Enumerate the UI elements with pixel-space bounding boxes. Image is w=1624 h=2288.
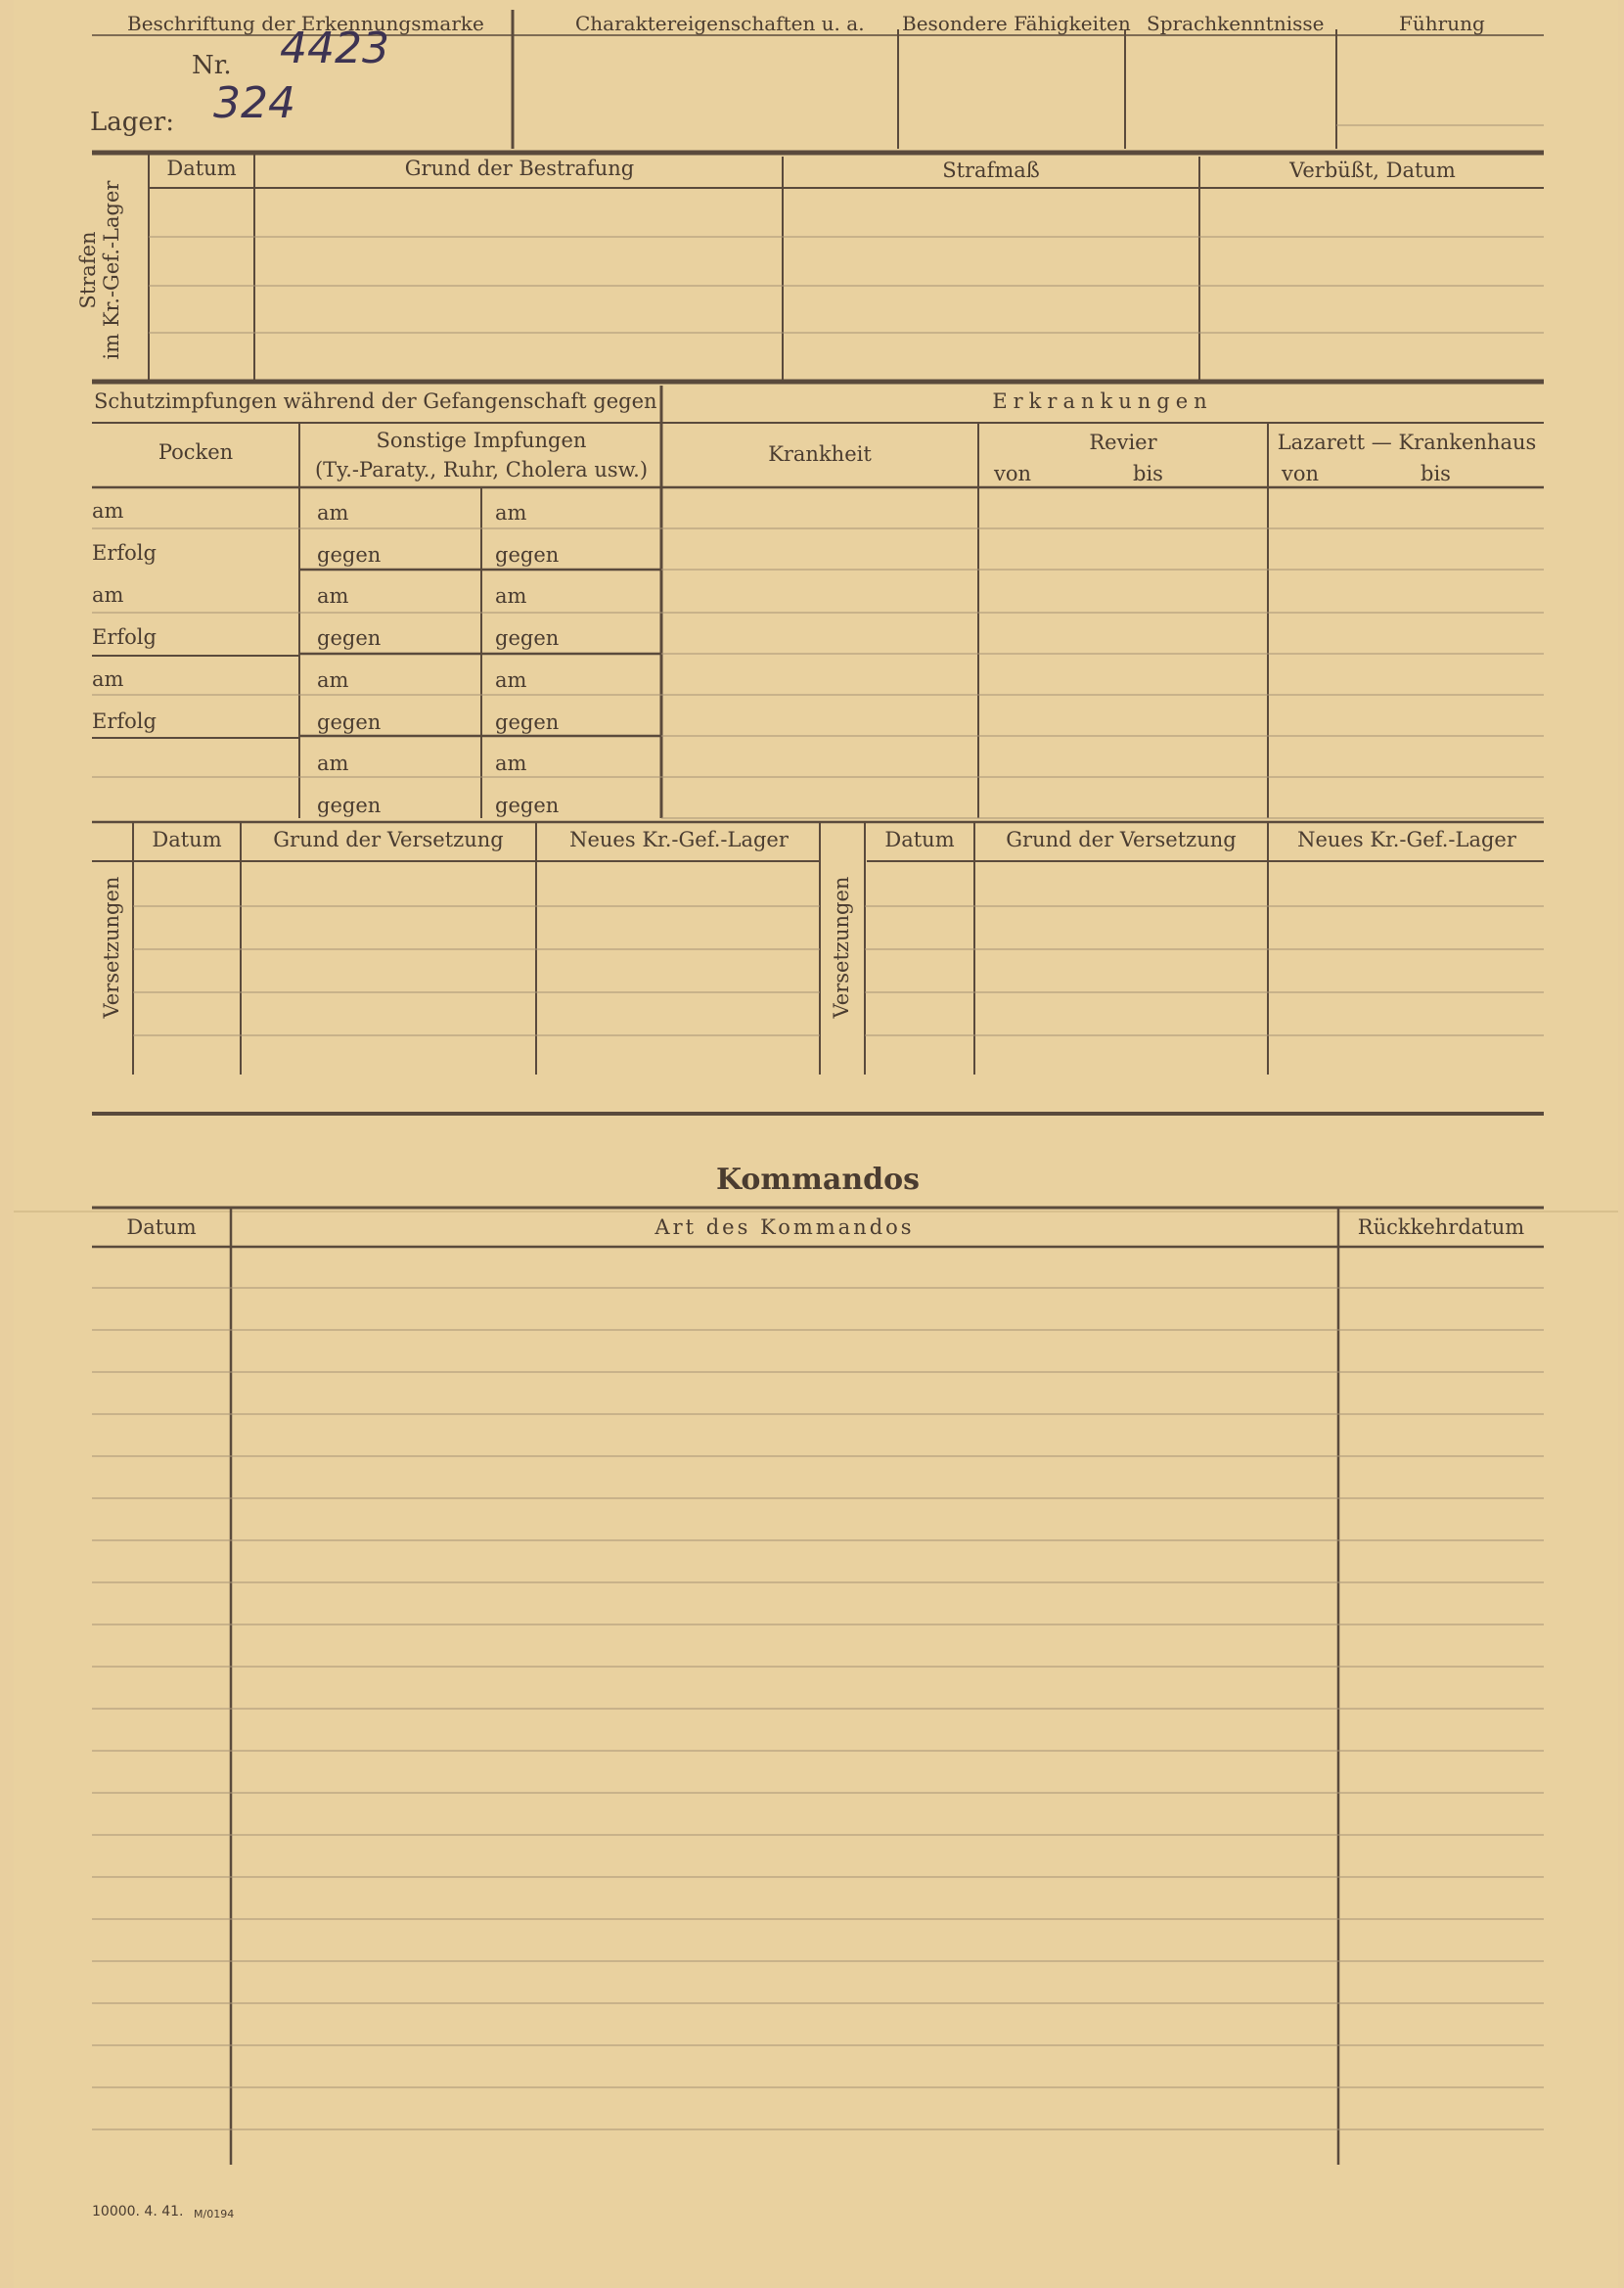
pocken-erfolg-1: Erfolg	[92, 541, 157, 565]
nr-handwritten-value: 4423	[280, 23, 389, 73]
erkrankungen-col-lazarett: Lazarett — Krankenhaus	[1277, 431, 1537, 454]
versetzungen-left-col-grund: Grund der Versetzung	[273, 828, 504, 851]
impfungen-title: Schutzimpfungen während der Gefangenschaft gegen	[94, 389, 657, 413]
strafen-col-verbuesst: Verbüßt, Datum	[1289, 159, 1456, 182]
versetzungen-side-label-right: Versetzungen	[830, 876, 853, 1019]
nr-label: Nr.	[192, 51, 232, 80]
kommandos-col-datum: Datum	[126, 1215, 197, 1239]
strafen-side-label	[76, 162, 123, 378]
pocken-am-3: am	[92, 667, 124, 691]
sonstige-gegen-1a: gegen	[317, 543, 382, 567]
pocken-erfolg-2: Erfolg	[92, 625, 157, 649]
kommandos-col-art: Art des Kommandos	[654, 1215, 915, 1239]
impfungen-col-sonstige-line2: (Ty.-Paraty., Ruhr, Cholera usw.)	[314, 458, 649, 481]
versetzungen-right-col-grund: Grund der Versetzung	[1006, 828, 1237, 851]
header-charakter-label: Charaktereigenschaften u. a.	[575, 12, 865, 35]
impfungen-col-sonstige-line1: Sonstige Impfungen	[376, 429, 587, 452]
sonstige-am-2a: am	[317, 584, 349, 608]
lager-label: Lager:	[90, 108, 174, 137]
kommandos-col-rueckkehr: Rückkehrdatum	[1357, 1215, 1525, 1239]
erkrankungen-col-krankheit: Krankheit	[768, 442, 872, 466]
versetzungen-left-col-datum: Datum	[152, 828, 222, 851]
versetzungen-right-col-lager: Neues Kr.-Gef.-Lager	[1297, 828, 1516, 851]
sonstige-am-4a: am	[317, 752, 349, 775]
erkrankungen-col-revier: Revier	[1089, 431, 1157, 454]
lazarett-bis: bis	[1421, 462, 1451, 485]
pocken-am-1: am	[92, 499, 124, 523]
strafen-side-label-line2: im Kr.-Gef.-Lager	[100, 180, 123, 360]
erkrankungen-title: Erkrankungen	[992, 389, 1213, 413]
sonstige-am-1a: am	[317, 501, 349, 525]
pocken-am-2: am	[92, 583, 124, 607]
header-fuehrung-label: Führung	[1399, 12, 1485, 35]
lazarett-von: von	[1282, 462, 1320, 485]
revier-von: von	[994, 462, 1032, 485]
strafen-col-datum: Datum	[166, 157, 237, 180]
sonstige-gegen-1b: gegen	[495, 543, 560, 567]
footer-form-code: M/0194	[194, 2208, 235, 2220]
header-erkennungsmarke-label: Beschriftung der Erkennungsmarke	[127, 12, 484, 35]
sonstige-am-1b: am	[495, 501, 527, 525]
header-faehigkeiten-label: Besondere Fähigkeiten	[902, 12, 1131, 35]
kommandos-title: Kommandos	[715, 1163, 921, 1197]
sonstige-gegen-3b: gegen	[495, 710, 560, 734]
sonstige-gegen-4b: gegen	[495, 794, 560, 817]
strafen-side-label-line1: Strafen	[76, 231, 100, 309]
header-sprachen-label: Sprachkenntnisse	[1147, 12, 1325, 35]
versetzungen-right-col-datum: Datum	[884, 828, 955, 851]
sonstige-gegen-3a: gegen	[317, 710, 382, 734]
versetzungen-side-label-left: Versetzungen	[100, 876, 123, 1019]
sonstige-gegen-2b: gegen	[495, 626, 560, 650]
sonstige-am-3a: am	[317, 668, 349, 692]
pocken-erfolg-3: Erfolg	[92, 709, 157, 733]
sonstige-am-2b: am	[495, 584, 527, 608]
versetzungen-left-col-lager: Neues Kr.-Gef.-Lager	[569, 828, 789, 851]
sonstige-am-3b: am	[495, 668, 527, 692]
sonstige-gegen-4a: gegen	[317, 794, 382, 817]
strafen-col-strafmass: Strafmaß	[942, 159, 1040, 182]
revier-bis: bis	[1133, 462, 1163, 485]
strafen-col-grund: Grund der Bestrafung	[404, 157, 635, 180]
impfungen-col-pocken: Pocken	[158, 440, 234, 464]
lager-handwritten-value: 324	[213, 78, 295, 128]
footer-print-code: 10000. 4. 41.	[92, 2204, 184, 2219]
sonstige-gegen-2a: gegen	[317, 626, 382, 650]
sonstige-am-4b: am	[495, 752, 527, 775]
